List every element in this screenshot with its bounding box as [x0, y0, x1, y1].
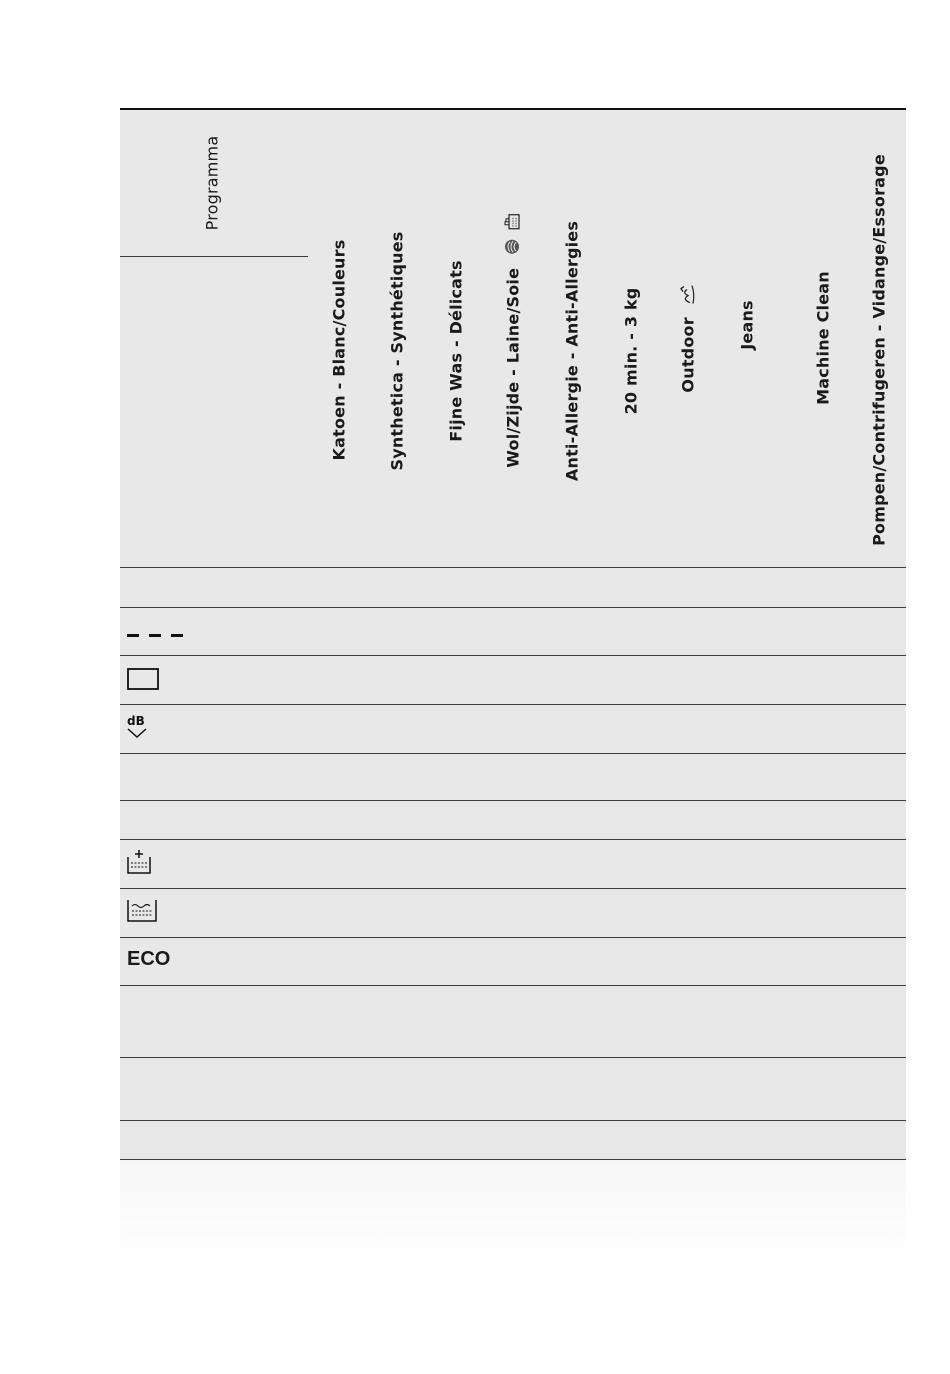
program-header-pompen: Pompen/Contrifugeren - Vidange/Essorage [869, 154, 889, 546]
empty-square-icon [127, 667, 161, 695]
row-divider [120, 607, 906, 608]
program-header-jeans: Jeans [737, 300, 757, 350]
prewash-plus-icon [127, 849, 153, 879]
row-divider [120, 985, 906, 986]
program-header-synthetica: Synthetica - Synthétiques [387, 231, 407, 471]
header-divider [120, 256, 308, 257]
row-divider [120, 800, 906, 801]
program-header-anti-allergie: Anti-Allergie - Anti-Allergies [562, 220, 582, 482]
program-label-outdoor: Outdoor [678, 317, 698, 393]
program-header-fijne-was: Fijne Was - Délicats [446, 260, 466, 442]
program-label-wol-zijde: Wol/Zijde - Laine/Soie [503, 267, 523, 468]
row-divider [120, 1120, 906, 1121]
row-divider [120, 888, 906, 889]
program-header-outdoor [678, 283, 700, 392]
program-header-20min: 20 min. - 3 kg [621, 287, 641, 415]
svg-text:dB: dB [127, 714, 145, 728]
table-top-rule [120, 108, 906, 110]
dashes-icon [127, 627, 187, 646]
row-divider [120, 937, 906, 938]
row-divider [120, 839, 906, 840]
programma-header: Programma [202, 135, 222, 231]
row-divider [120, 753, 906, 754]
row-divider [120, 704, 906, 705]
row-divider [120, 1057, 906, 1058]
table-bottom-rule [120, 1159, 906, 1160]
table-fade [120, 1160, 906, 1270]
handwash-icon [503, 212, 525, 230]
outdoor-icon [678, 283, 700, 305]
program-header-katoen: Katoen - Blanc/Couleurs [329, 239, 349, 461]
eco-label: ECO [127, 948, 171, 970]
program-header-wol-zijde [503, 212, 525, 467]
decibel-low-icon [126, 713, 152, 745]
program-header-machine-clean: Machine Clean [813, 271, 833, 405]
wool-icon [503, 238, 525, 256]
row-divider [120, 567, 906, 568]
row-divider [120, 655, 906, 656]
extra-rinse-icon [127, 896, 159, 928]
